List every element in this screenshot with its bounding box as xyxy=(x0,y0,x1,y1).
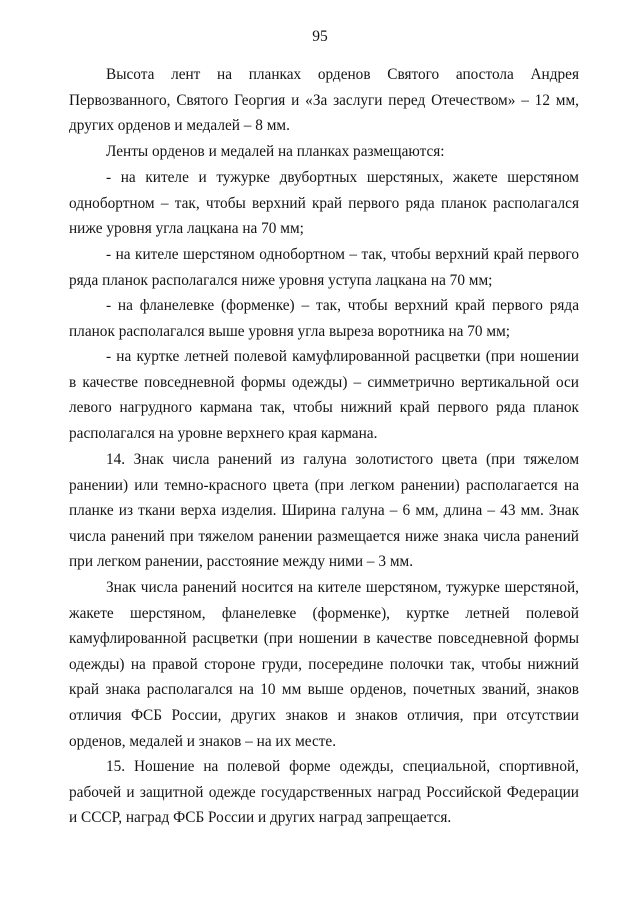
paragraph-wound-badge-wearing: Знак числа ранений носится на кителе шерстяном, тужурке шерстяной, жакете шерстяном, фланелевке (форменке), куртке летней полевой камуфлированной расцветки (при ношении в качестве повседневной формы одежды) на правой стороне груди, посередине полочки так, чтобы нижний край знака располагался на 10 мм выше орденов, почетных званий, знаков отличия ФСБ России, других знаков и знаков отличия, при отсутствии орденов, медалей и знаков – на их месте. xyxy=(69,579,579,750)
paragraph-ribbon-height: Высота лент на планках орденов Святого апостола Андрея Первозванного, Святого Георгия и «За заслуги перед Отечеством» – 12 мм, других орденов и медалей – 8 мм. xyxy=(69,66,579,135)
paragraph-15-field-uniform-prohibition: 15. Ношение на полевой форме одежды, специальной, спортивной, рабочей и защитной одежде государственных наград Российской Федерации и СССР, наград ФСБ России и других наград запрещается. xyxy=(69,758,579,827)
paragraph-14-wound-badge: 14. Знак числа ранений из галуна золотистого цвета (при тяжелом ранении) или темно-красного цвета (при легком ранении) располагается на планке из ткани верха изделия. Ширина галуна – 6 мм, длина – 43 мм. Знак числа ранений при тяжелом ранении размещается ниже знака числа ранений при легком ранении, расстояние между ними – 3 мм. xyxy=(69,451,579,571)
paragraph-double-breasted-jacket: - на кителе и тужурке двубортных шерстяных, жакете шерстяном однобортном – так, чтобы верхний край первого ряда планок располагался ниже уровня угла лацкана на 70 мм; xyxy=(69,169,579,238)
paragraph-field-jacket: - на куртке летней полевой камуфлированной расцветки (при ношении в качестве повседневной формы одежды) – симметрично вертикальной оси левого нагрудного кармана так, чтобы нижний край первого ряда планок располагался на уровне верхнего края кармана. xyxy=(69,348,579,442)
paragraph-flannel-shirt: - на фланелевке (форменке) – так, чтобы верхний край первого ряда планок располагался выше уровня угла выреза воротника на 70 мм; xyxy=(69,297,579,340)
page-number: 95 xyxy=(312,28,328,45)
paragraph-ribbons-placement-intro: Ленты орденов и медалей на планках размещаются: xyxy=(106,143,445,160)
paragraph-single-breasted-jacket: - на кителе шерстяном однобортном – так, чтобы верхний край первого ряда планок располагался ниже уровня уступа лацкана на 70 мм; xyxy=(69,246,579,289)
